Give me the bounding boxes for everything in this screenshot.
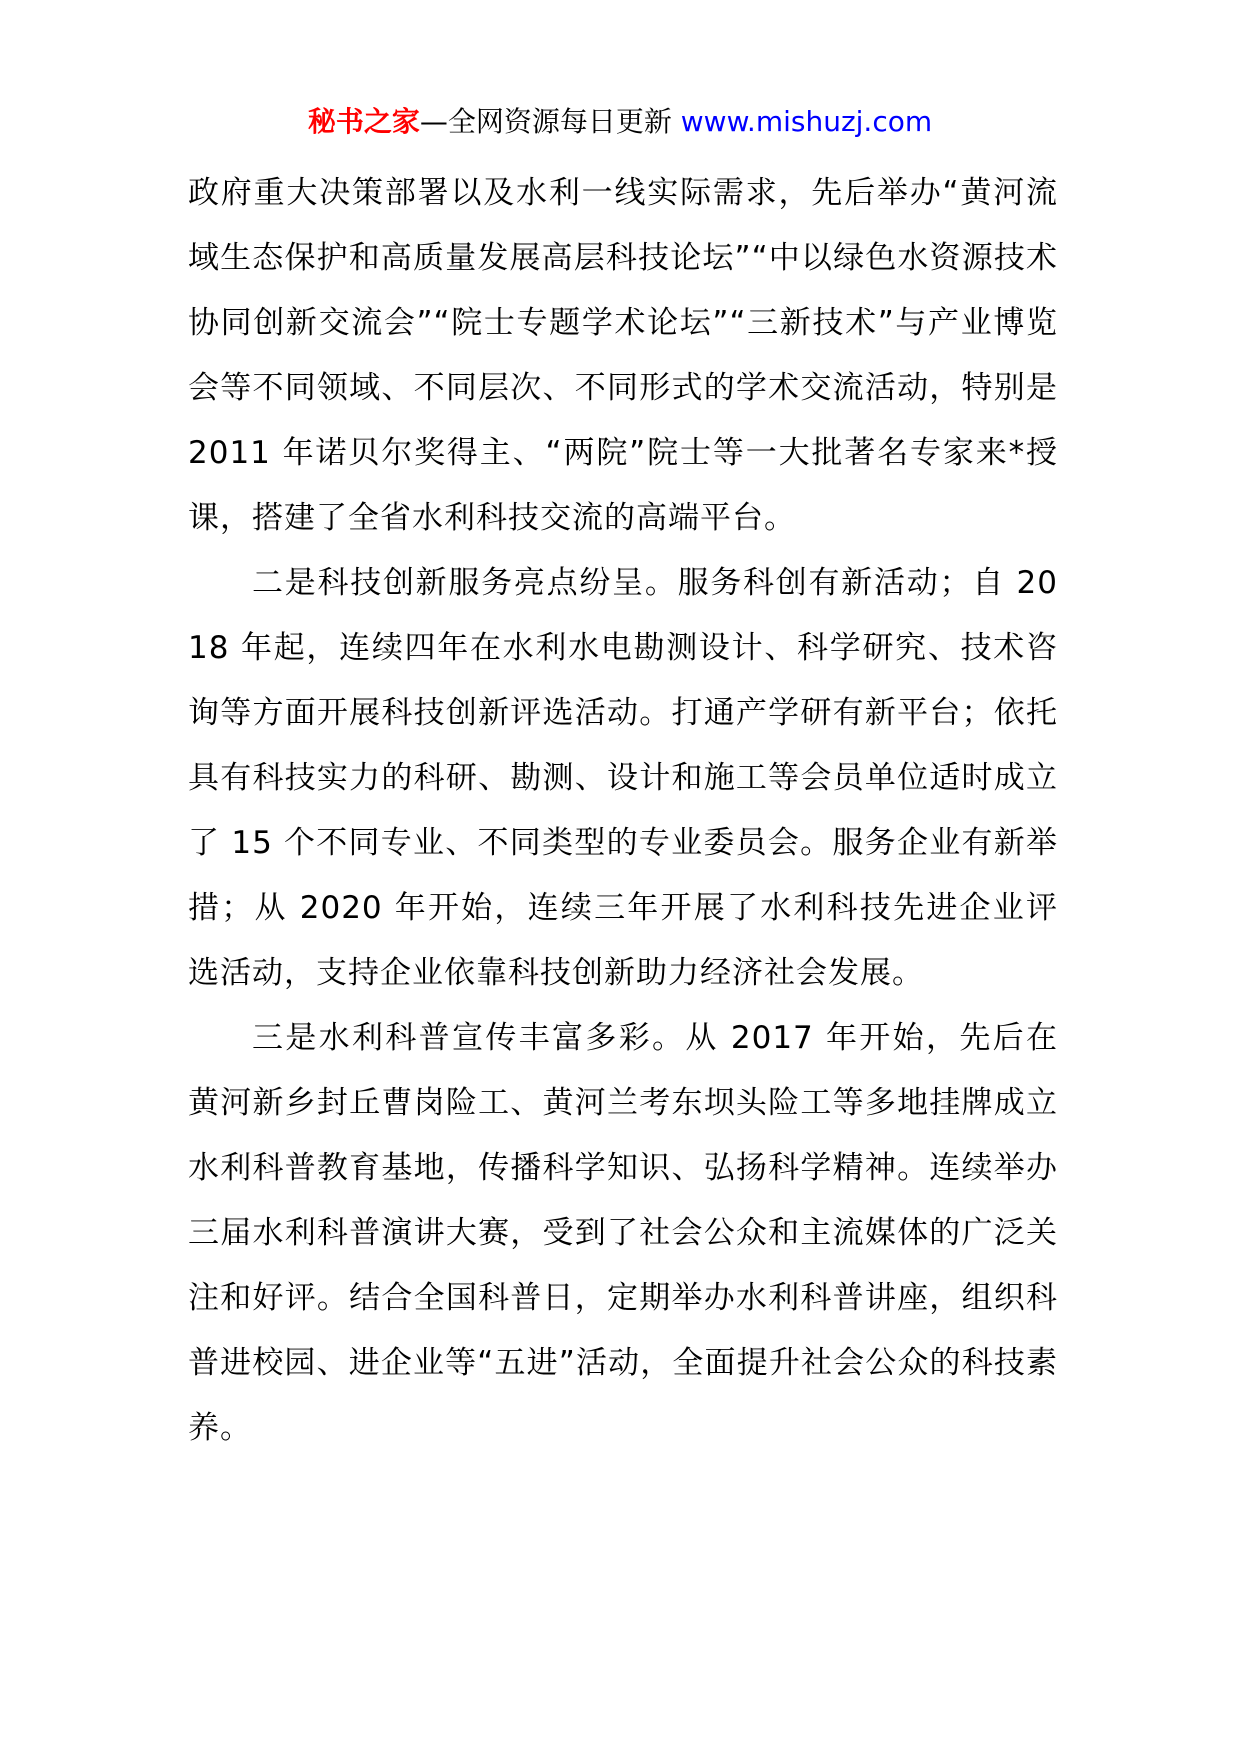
header-tagline: —全网资源每日更新 — [419, 105, 681, 138]
paragraph-continuation: 政府重大决策部署以及水利一线实际需求，先后举办“黄河流域生态保护和高质量发展高层科技论坛”“中以绿色水资源技术协同创新交流会”“院士专题学术论坛”“三新技术”与产业博览会等不同领域、不同层次、不同形式的学术交流活动，特别是 2011 年诺贝尔奖得主、“两院”院士等一大批著名专家来*授课，搭建了全省水利科技交流的高端平台。 — [188, 175, 1058, 536]
paragraph-science-popularization: 三是水利科普宣传丰富多彩。从 2017 年开始，先后在黄河新乡封丘曹岗险工、黄河兰考东坝头险工等多地挂牌成立水利科普教育基地，传播科学知识、弘扬科学精神。连续举办三届水利科普演讲大赛，受到了社会公众和主流媒体的广泛关注和好评。结合全国科普日，定期举办水利科普讲座，组织科普进校园、进企业等“五进”活动，全面提升社会公众的科技素养。 — [188, 1020, 1058, 1446]
brand-name: 秘书之家 — [307, 105, 420, 138]
website-link[interactable]: www.mishuzj.com — [680, 105, 933, 138]
page-header — [0, 100, 1240, 144]
document-body — [188, 161, 1058, 1461]
paragraph-tech-innovation: 二是科技创新服务亮点纷呈。服务科创有新活动；自 2018 年起，连续四年在水利水电勘测设计、科学研究、技术咨询等方面开展科技创新评选活动。打通产学研有新平台；依托具有科技实力的科研、勘测、设计和施工等会员单位适时成立了 15 个不同专业、不同类型的专业委员会。服务企业有新举措；从 2020 年开始，连续三年开展了水利科技先进企业评选活动，支持企业依靠科技创新助力经济社会发展。 — [188, 565, 1058, 991]
